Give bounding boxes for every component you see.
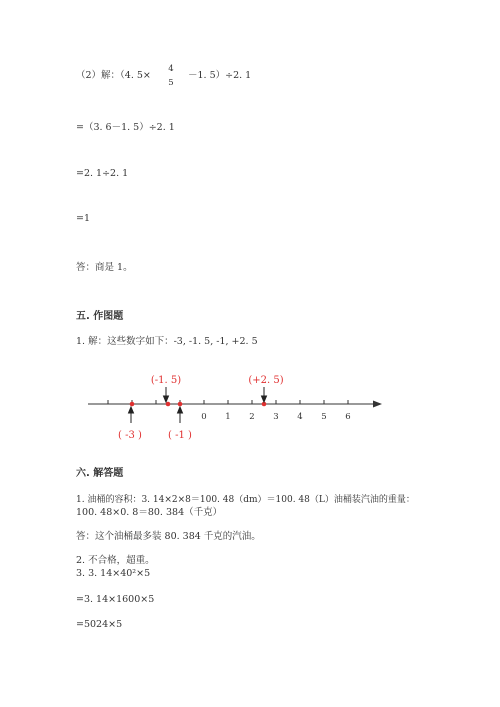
- arrow-minus-1: [178, 407, 183, 423]
- number-line-ticks: [108, 400, 348, 404]
- solution-2-line-3: =2. 1÷2. 1: [76, 168, 129, 179]
- number-line-point: [130, 402, 135, 407]
- section-6-q2-line-1: 2. 不合格，超重。: [76, 555, 155, 566]
- fraction-denominator: 5: [168, 78, 174, 88]
- solution-2-line-2: =（3. 6－1. 5）÷2. 1: [76, 122, 175, 133]
- section-6-q2-line-4: =5024×5: [76, 619, 123, 630]
- solution-2-line-1-suffix: －1. 5）÷2. 1: [188, 70, 252, 81]
- number-line-tick-labels: [201, 412, 350, 422]
- section-6-q1-answer: 答：这个油桶最多装 80. 384 千克的汽油。: [76, 531, 261, 542]
- label-minus-1-5: (-1. 5): [150, 375, 182, 386]
- label-minus-3: ( -3 ): [118, 430, 142, 441]
- arrow-minus-1-5: [164, 387, 169, 402]
- solution-2-line-4: =1: [76, 213, 91, 224]
- solution-2-line-1-prefix: （2）解：（4. 5×: [76, 70, 151, 81]
- section-5-title: 五. 作图题: [76, 311, 124, 322]
- section-6-title: 六. 解答题: [76, 468, 124, 479]
- section-6-q1-line-2: 100. 48×0. 8＝80. 384（千克）: [76, 507, 223, 518]
- label-minus-1: ( -1 ): [168, 430, 192, 441]
- arrow-minus-3: [129, 407, 134, 423]
- tick-label-1: 1: [225, 412, 231, 422]
- number-line-point: [178, 402, 183, 407]
- arrow-plus-2-5: [262, 387, 267, 402]
- section-5-question-1: 1. 解：这些数字如下：-3, -1. 5, -1, +2. 5: [76, 336, 258, 347]
- section-6-q2-line-2: 3. 3. 14×40²×5: [76, 568, 151, 579]
- solution-2-answer: 答：商是 1。: [76, 262, 133, 273]
- tick-label-5: 5: [321, 412, 327, 422]
- tick-label-4: 4: [297, 412, 303, 422]
- tick-label-3: 3: [273, 412, 279, 422]
- tick-label-2: 2: [249, 412, 255, 422]
- number-line-point: [166, 402, 171, 407]
- tick-label-6: 6: [345, 412, 351, 422]
- section-6-q1-line-1: 1. 油桶的容积：3. 14×2×8＝100. 48（dm）＝100. 48（L）油桶装汽油的重量：: [76, 495, 415, 505]
- label-plus-2-5: (+2. 5): [248, 375, 284, 386]
- section-6-q2-line-3: =3. 14×1600×5: [76, 594, 155, 605]
- tick-label-0: 0: [201, 412, 207, 422]
- fraction-numerator: 4: [168, 64, 174, 74]
